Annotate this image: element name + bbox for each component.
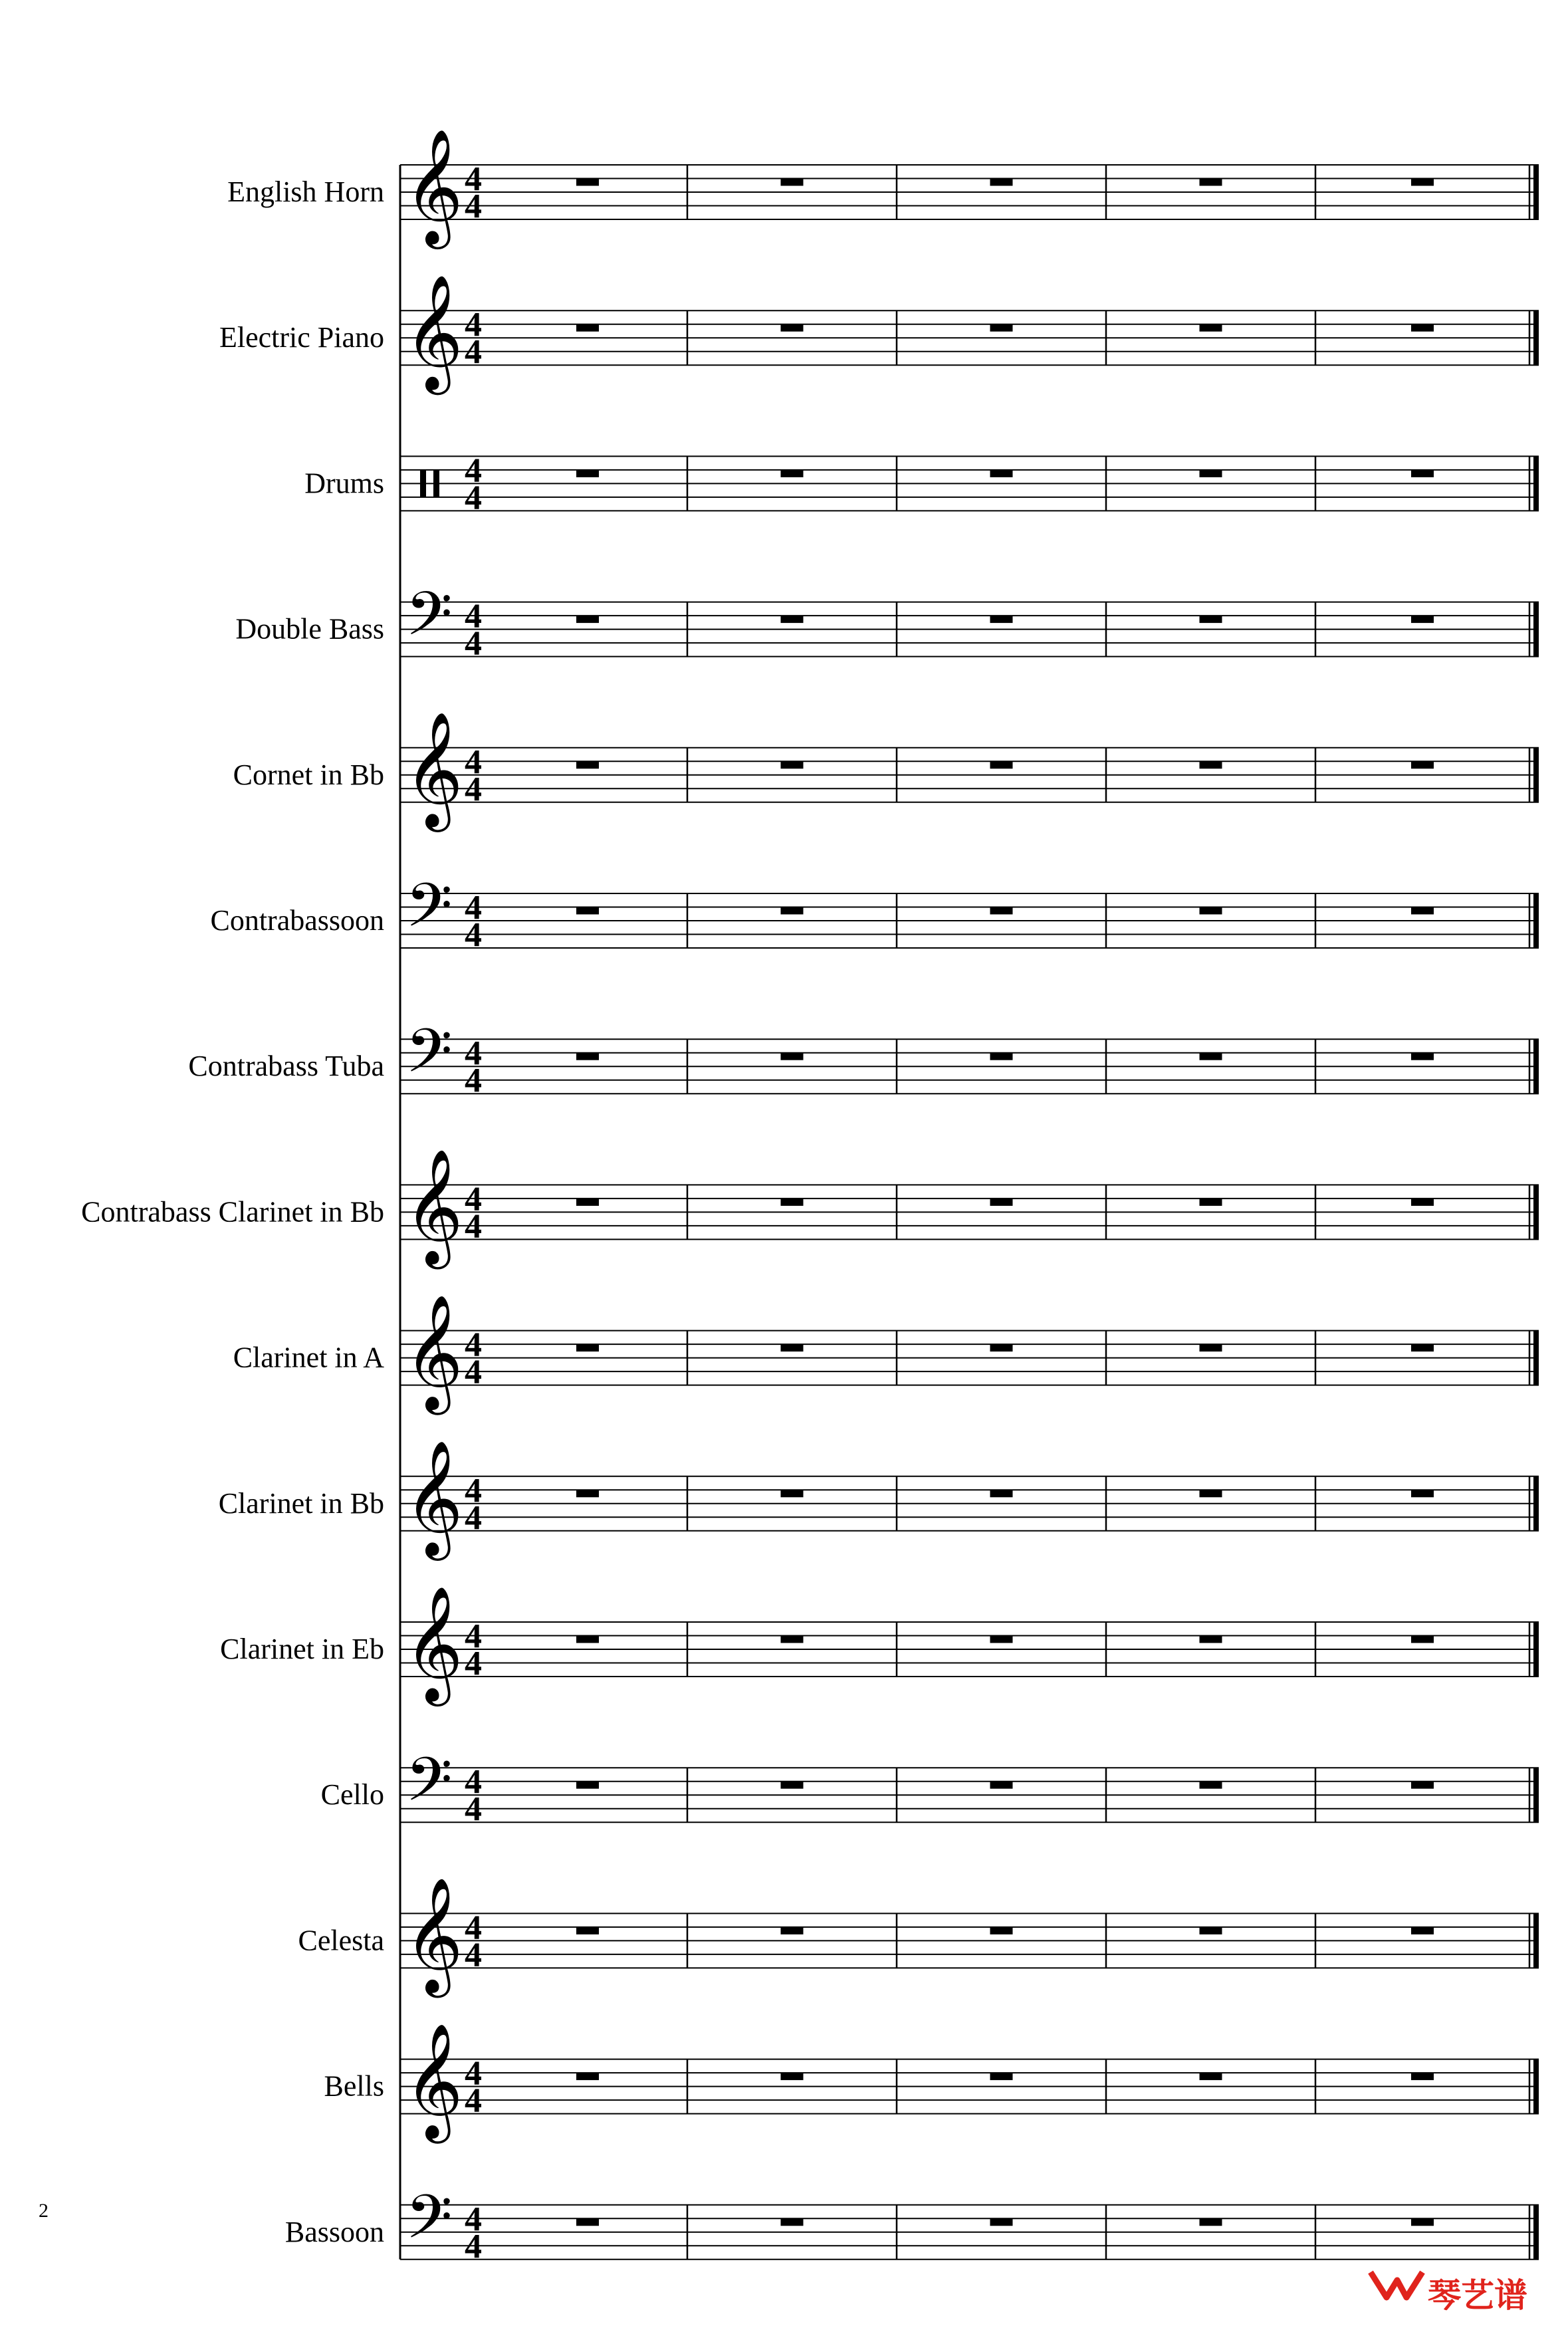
treble-clef-icon: 𝄞 — [404, 128, 463, 245]
time-signature-denominator: 4 — [465, 1062, 482, 1100]
final-barline-thick — [1533, 748, 1539, 802]
whole-rest — [576, 1344, 599, 1351]
whole-rest — [1411, 324, 1434, 332]
whole-rest — [1411, 1199, 1434, 1206]
time-signature-denominator: 4 — [465, 187, 482, 225]
whole-rest — [781, 2218, 804, 2226]
time-signature-numerator: 4 — [465, 1326, 482, 1364]
time-signature-numerator: 4 — [465, 1471, 482, 1510]
whole-rest — [781, 1053, 804, 1060]
whole-rest — [576, 1053, 599, 1060]
staff-electric-piano — [219, 275, 1539, 396]
score-system — [81, 129, 1539, 2267]
whole-rest — [990, 324, 1013, 332]
final-barline-thick — [1533, 893, 1539, 948]
instrument-label: Drums — [304, 467, 384, 500]
staff-celesta — [298, 1877, 1539, 1998]
whole-rest — [990, 1199, 1013, 1206]
whole-rest — [1200, 2218, 1222, 2226]
whole-rest — [1411, 470, 1434, 477]
whole-rest — [781, 2073, 804, 2080]
whole-rest — [1200, 1782, 1222, 1789]
whole-rest — [1411, 907, 1434, 915]
whole-rest — [781, 616, 804, 623]
instrument-label: Bassoon — [284, 2215, 384, 2248]
staff-contrabassoon — [210, 870, 1539, 955]
time-signature-denominator: 4 — [465, 1353, 482, 1391]
whole-rest — [990, 1927, 1013, 1934]
whole-rest — [576, 1782, 599, 1789]
time-signature-denominator: 4 — [465, 1790, 482, 1829]
instrument-label: Clarinet in A — [233, 1341, 384, 1374]
whole-rest — [1411, 1344, 1434, 1351]
instrument-label: Double Bass — [235, 612, 384, 645]
watermark — [1371, 2272, 1527, 2315]
whole-rest — [990, 179, 1013, 186]
bass-clef-icon: 𝄢 — [405, 1744, 453, 1830]
whole-rest — [1411, 2218, 1434, 2226]
whole-rest — [781, 907, 804, 915]
staff-drums — [304, 451, 1539, 517]
final-barline-thick — [1533, 1768, 1539, 1822]
instrument-label: Clarinet in Bb — [218, 1486, 384, 1520]
whole-rest — [576, 1490, 599, 1497]
whole-rest — [990, 761, 1013, 768]
bass-clef-icon: 𝄢 — [405, 2181, 453, 2267]
staff-contrabass-tuba — [188, 1016, 1539, 1101]
final-barline-thick — [1533, 602, 1539, 657]
time-signature-numerator: 4 — [465, 451, 482, 490]
whole-rest — [576, 2218, 599, 2226]
whole-rest — [781, 1782, 804, 1789]
staff-clarinet-in-a — [233, 1294, 1539, 1415]
whole-rest — [576, 616, 599, 623]
whole-rest — [1200, 470, 1222, 477]
time-signature-denominator: 4 — [465, 1498, 482, 1537]
final-barline-thick — [1533, 1039, 1539, 1094]
treble-clef-icon: 𝄞 — [404, 711, 463, 828]
time-signature-denominator: 4 — [465, 770, 482, 808]
whole-rest — [990, 2218, 1013, 2226]
whole-rest — [1200, 616, 1222, 623]
time-signature-numerator: 4 — [465, 743, 482, 781]
staff-bells — [324, 2023, 1539, 2144]
time-signature-numerator: 4 — [465, 889, 482, 927]
instrument-label: Electric Piano — [219, 321, 384, 354]
whole-rest — [1411, 761, 1434, 768]
whole-rest — [1200, 179, 1222, 186]
page-number: 2 — [39, 2200, 49, 2222]
final-barline-thick — [1533, 310, 1539, 365]
time-signature-denominator: 4 — [465, 333, 482, 372]
whole-rest — [1200, 761, 1222, 768]
staff-double-bass — [235, 579, 1539, 664]
time-signature-numerator: 4 — [465, 597, 482, 636]
final-barline-thick — [1533, 1185, 1539, 1239]
watermark-text: 琴艺谱 — [1428, 2276, 1527, 2315]
whole-rest — [1200, 907, 1222, 915]
staff-bassoon — [285, 2182, 1539, 2267]
time-signature-denominator: 4 — [465, 2227, 482, 2266]
instrument-label: English Horn — [227, 175, 384, 208]
whole-rest — [1411, 1927, 1434, 1934]
whole-rest — [576, 179, 599, 186]
time-signature-denominator: 4 — [465, 1645, 482, 1683]
time-signature-denominator: 4 — [465, 1936, 482, 1974]
instrument-label: Cello — [320, 1778, 384, 1811]
whole-rest — [990, 1782, 1013, 1789]
instrument-label: Celesta — [298, 1924, 384, 1957]
final-barline-thick — [1533, 1331, 1539, 1385]
whole-rest — [1200, 1053, 1222, 1060]
whole-rest — [576, 324, 599, 332]
instrument-label: Cornet in Bb — [233, 758, 384, 791]
final-barline-thick — [1533, 1622, 1539, 1677]
whole-rest — [1411, 1636, 1434, 1643]
time-signature-denominator: 4 — [465, 479, 482, 517]
treble-clef-icon: 𝄞 — [404, 1294, 463, 1411]
time-signature-numerator: 4 — [465, 1909, 482, 1947]
whole-rest — [990, 470, 1013, 477]
whole-rest — [576, 907, 599, 915]
whole-rest — [576, 761, 599, 768]
whole-rest — [1411, 1053, 1434, 1060]
whole-rest — [781, 179, 804, 186]
whole-rest — [781, 324, 804, 332]
whole-rest — [1411, 616, 1434, 623]
whole-rest — [781, 1490, 804, 1497]
whole-rest — [576, 2073, 599, 2080]
final-barline-thick — [1533, 456, 1539, 511]
treble-clef-icon: 𝄞 — [404, 1585, 463, 1702]
time-signature-numerator: 4 — [465, 1763, 482, 1802]
time-signature-denominator: 4 — [465, 624, 482, 663]
staff-clarinet-in-eb — [220, 1586, 1539, 1707]
whole-rest — [781, 761, 804, 768]
whole-rest — [781, 1199, 804, 1206]
whole-rest — [990, 1344, 1013, 1351]
whole-rest — [1200, 324, 1222, 332]
whole-rest — [781, 470, 804, 477]
time-signature-denominator: 4 — [465, 916, 482, 954]
time-signature-numerator: 4 — [465, 306, 482, 344]
final-barline-thick — [1533, 1913, 1539, 1968]
whole-rest — [1411, 179, 1434, 186]
treble-clef-icon: 𝄞 — [404, 274, 463, 390]
whole-rest — [1200, 1199, 1222, 1206]
staff-clarinet-in-bb — [219, 1440, 1539, 1561]
whole-rest — [990, 1636, 1013, 1643]
whole-rest — [990, 907, 1013, 915]
staff-contrabass-clarinet-in-bb — [81, 1149, 1539, 1270]
final-barline-thick — [1533, 2205, 1539, 2260]
whole-rest — [1200, 1490, 1222, 1497]
whole-rest — [781, 1636, 804, 1643]
instrument-label: Contrabass Tuba — [188, 1050, 384, 1083]
staff-english-horn — [227, 129, 1539, 250]
whole-rest — [1411, 2073, 1434, 2080]
time-signature-numerator: 4 — [465, 1034, 482, 1073]
whole-rest — [1200, 1344, 1222, 1351]
treble-clef-icon: 𝄞 — [404, 2023, 463, 2139]
whole-rest — [1411, 1782, 1434, 1789]
whole-rest — [576, 470, 599, 477]
time-signature-numerator: 4 — [465, 160, 482, 198]
treble-clef-icon: 𝄞 — [404, 1440, 463, 1556]
whole-rest — [990, 1053, 1013, 1060]
time-signature-denominator: 4 — [465, 2081, 482, 2120]
whole-rest — [990, 616, 1013, 623]
staff-cornet-in-bb — [233, 711, 1539, 832]
final-barline-thick — [1533, 165, 1539, 219]
watermark-logo-icon — [1371, 2272, 1422, 2297]
instrument-label: Contrabass Clarinet in Bb — [81, 1195, 384, 1228]
bass-clef-icon: 𝄢 — [405, 870, 453, 955]
whole-rest — [576, 1927, 599, 1934]
final-barline-thick — [1533, 1476, 1539, 1531]
whole-rest — [576, 1199, 599, 1206]
instrument-label: Bells — [324, 2069, 384, 2103]
whole-rest — [1411, 1490, 1434, 1497]
time-signature-numerator: 4 — [465, 1617, 482, 1655]
instrument-label: Clarinet in Eb — [220, 1633, 384, 1665]
whole-rest — [1200, 1636, 1222, 1643]
time-signature-numerator: 4 — [465, 2200, 482, 2238]
whole-rest — [1200, 1927, 1222, 1934]
final-barline-thick — [1533, 2059, 1539, 2114]
instrument-label: Contrabassoon — [210, 904, 384, 937]
bass-clef-icon: 𝄢 — [405, 1016, 453, 1102]
staff-cello — [321, 1744, 1539, 1829]
treble-clef-icon: 𝄞 — [404, 1148, 463, 1264]
bass-clef-icon: 𝄢 — [405, 578, 453, 664]
time-signature-numerator: 4 — [465, 1180, 482, 1219]
time-signature-numerator: 4 — [465, 2054, 482, 2093]
whole-rest — [576, 1636, 599, 1643]
whole-rest — [990, 2073, 1013, 2080]
time-signature-denominator: 4 — [465, 1207, 482, 1246]
whole-rest — [781, 1344, 804, 1351]
treble-clef-icon: 𝄞 — [404, 1877, 463, 1993]
whole-rest — [1200, 2073, 1222, 2080]
whole-rest — [990, 1490, 1013, 1497]
whole-rest — [781, 1927, 804, 1934]
